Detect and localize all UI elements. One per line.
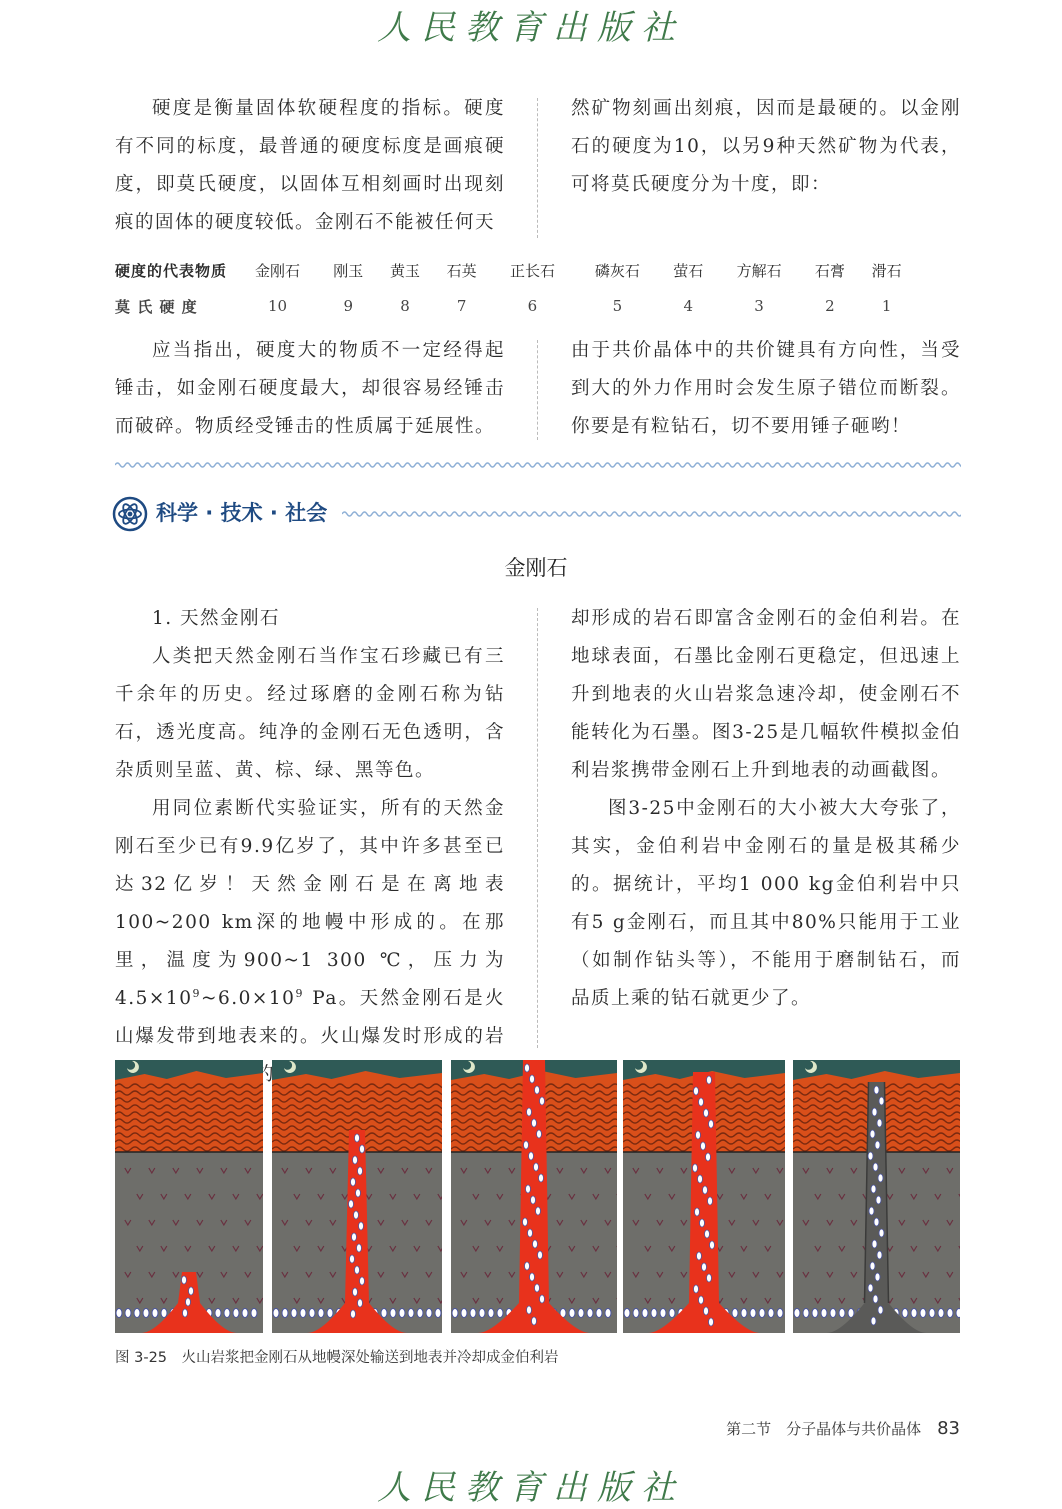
exponent: 9 [192, 986, 201, 1000]
hardness-value-cell: 10 [267, 297, 288, 315]
article-paragraph: 图3-25中金刚石的大小被大大夸张了，其实，金伯利岩中金刚石的量是极其稀少的。据统计，平均1 000 kg金伯利岩中只有5 g金刚石，而且其中80%只能用于工业（如制作钻头等），不能用于磨制钻石，而品质上乘的钻石就更少了。 [571, 798, 961, 1009]
hardness-value-cell: 5 [612, 297, 623, 315]
note-right-column [571, 332, 961, 446]
text-run: 用同位素断代实验证实，所有的天然金刚石至少已有9.9亿岁了，其中许多甚至已达32亿岁！天然金刚石是在离地表100~200 km深的地幔中形成的。在那里，温度为900~1 300 ℃，压力为4.5×10 [115, 798, 505, 1009]
page-footer [726, 1418, 960, 1439]
note-paragraph-left: 应当指出，硬度大的物质不一定经得起锤击，如金刚石硬度最大，却很容易经锤击而破碎。物质经受锤击的性质属于延展性。 [115, 340, 505, 437]
hardness-table [115, 252, 915, 324]
wavy-separator [115, 460, 961, 470]
hardness-row2-label: 莫 氏 硬 度 [115, 297, 198, 316]
publisher-logo-bottom: 人民教育出版社 [377, 1468, 685, 1508]
mineral-cell: 滑石 [871, 261, 902, 280]
heading-wavy-line [342, 509, 961, 519]
footer-section-title: 第二节 分子晶体与共价晶体 [726, 1420, 922, 1438]
hardness-values-row [115, 288, 915, 324]
text-run: Pa。天然金刚石是火山爆发带到地表来的。火山爆发时形成的岩 传输金刚石的介质，它冷 [115, 988, 505, 1085]
mineral-cell: 黄玉 [389, 261, 420, 280]
mineral-cell: 石英 [446, 261, 477, 280]
article-paragraph: 人类把天然金刚石当作宝石珍藏已有三千余年的历史。经过琢磨的金刚石称为钻石，透光度高。纯净的金刚石无色透明，含杂质则呈蓝、黄、棕、绿、黑等色。 [115, 646, 505, 781]
intro-right-column [571, 90, 961, 204]
article-paragraph: 却形成的岩石即富含金刚石的金伯利岩。在地球表面，石墨比金刚石更稳定，但迅速上升到地表的火山岩浆急速冷却，使金刚石不能转化为石墨。图3-25是几幅软件模拟金伯利岩浆携带金刚石上升到地表的动画截图。 [571, 608, 961, 781]
hardness-value-cell: 8 [400, 297, 410, 315]
hardness-value-cell: 1 [881, 297, 892, 315]
mineral-cell: 方解石 [736, 261, 782, 280]
mineral-cell: 萤石 [673, 261, 704, 280]
hardness-value-cell: 4 [683, 297, 694, 315]
intro-paragraph-right: 然矿物刻画出刻痕，因而是最硬的。以金刚石的硬度为10，以另9种天然矿物为代表，可将莫氏硬度分为十度，即： [571, 98, 961, 195]
figure-frame-4 [623, 1060, 785, 1333]
article-left-column [115, 600, 505, 1094]
article-paragraph [115, 790, 505, 1094]
hardness-value-cell: 6 [527, 297, 538, 315]
figure-frame-1 [115, 1060, 263, 1333]
hardness-row1-label: 硬度的代表物质 [115, 261, 228, 280]
figure-frame-3 [451, 1060, 617, 1333]
column-divider [537, 340, 538, 440]
hardness-value-cell: 2 [825, 297, 835, 315]
figure-caption: 图 3-25 火山岩浆把金刚石从地幔深处输送到地表并冷却成金伯利岩 [115, 1350, 559, 1366]
hardness-value-cell: 3 [754, 297, 764, 315]
article-title: 金刚石 [504, 556, 568, 580]
figure-frame-2 [272, 1060, 442, 1333]
atom-icon [112, 496, 148, 532]
exponent: 9 [295, 986, 304, 1000]
note-left-column [115, 332, 505, 446]
section-heading-title: 科学 · 技术 · 社会 [156, 501, 328, 525]
mineral-cell: 石膏 [814, 261, 845, 280]
mineral-cell: 磷灰石 [594, 261, 640, 280]
hardness-value-cell: 9 [343, 297, 354, 315]
page-number: 83 [937, 1418, 960, 1439]
intro-left-column [115, 90, 505, 242]
note-paragraph-right: 由于共价晶体中的共价键具有方向性，当受到大的外力作用时会发生原子错位而断裂。你要是有粒钻石，切不要用锤子砸哟！ [571, 340, 961, 437]
figure-frame-5 [793, 1060, 960, 1333]
mineral-cell: 刚玉 [333, 261, 364, 280]
mineral-cell: 正长石 [509, 261, 555, 280]
article-right-column [571, 600, 961, 1018]
column-divider [537, 608, 538, 1048]
text-run: ~6.0×10 [200, 988, 296, 1009]
hardness-value-cell: 7 [456, 297, 467, 315]
publisher-logo-top: 人民教育出版社 [377, 8, 685, 48]
column-divider [537, 98, 538, 238]
intro-paragraph-left: 硬度是衡量固体软硬程度的指标。硬度有不同的标度，最普通的硬度标度是画痕硬度，即莫氏硬度，以固体互相刻画时出现刻痕的固体的硬度较低。金刚石不能被任何天 [115, 98, 505, 233]
mineral-cell: 金刚石 [254, 261, 300, 280]
hardness-minerals-row [115, 252, 915, 288]
article-subhead: 1. 天然金刚石 [152, 608, 281, 629]
